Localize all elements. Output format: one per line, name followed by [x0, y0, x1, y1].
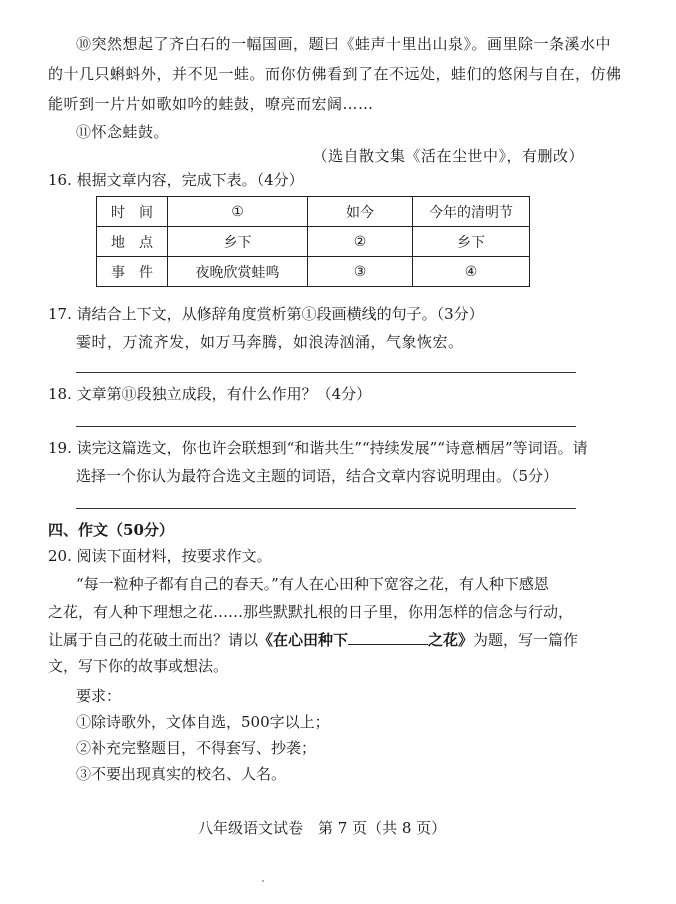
passage-source: （选自散文集《活在尘世中》，有删改） — [312, 147, 584, 165]
table-cell: 事 件 — [97, 257, 168, 287]
table-cell: 乡下 — [413, 227, 530, 257]
section4-heading: 四、作文（50分） — [48, 521, 174, 539]
passage-p10-line3: 能听到一片片如歌如吟的蛙鼓，嘹亮而宏阔…… — [48, 95, 374, 113]
q20-material-line3 — [48, 630, 578, 650]
table-cell: ③ — [308, 257, 413, 287]
passage-p10-line1: ⑩突然想起了齐白石的一幅国画，题曰《蛙声十里出山泉》。画里除一条溪水中 — [76, 35, 612, 53]
q20-requirement-2: ②补充完整题目，不得套写、抄袭； — [76, 739, 317, 757]
q18-answer-line[interactable] — [76, 426, 576, 427]
table-cell: 今年的清明节 — [413, 197, 530, 227]
essay-title-blank[interactable] — [348, 630, 428, 645]
q19-answer-line[interactable] — [76, 508, 576, 509]
table-row — [97, 227, 530, 257]
q20-requirements-heading: 要求： — [76, 687, 122, 705]
table-cell: 夜晚欣赏蛙鸣 — [168, 257, 308, 287]
q20-line3-pre: 让属于自己的花破土而出？请以 — [48, 631, 259, 649]
passage-p10-line2: 的十几只蝌蚪外，并不见一蛙。而你仿佛看到了在不远处，蛙们的悠闲与自在，仿佛 — [48, 65, 622, 83]
q16-prompt: 16. 根据文章内容，完成下表。（4分） — [48, 171, 304, 189]
essay-title-end: 之花》 — [428, 631, 474, 649]
q17-prompt: 17. 请结合上下文，从修辞角度赏析第①段画横线的句子。（3分） — [48, 305, 484, 323]
q20-material-line1: “每一粒种子都有自己的春天。”有人在心田种下宽容之花，有人种下感恩 — [76, 575, 549, 593]
q20-material-line2: 之花，有人种下理想之花……那些默默扎根的日子里，你用怎样的信念与行动， — [48, 603, 574, 621]
q20-requirement-1: ①除诗歌外，文体自选，500字以上； — [76, 713, 330, 731]
table-cell: ① — [168, 197, 308, 227]
table-cell: 地 点 — [97, 227, 168, 257]
essay-title-start: 《在心田种下 — [258, 631, 349, 649]
passage-p11: ⑪怀念蛙鼓。 — [76, 123, 170, 141]
q20-line3-post: 为题，写一篇作 — [473, 631, 579, 649]
q20-prompt: 20. 阅读下面材料，按要求作文。 — [48, 547, 272, 565]
scan-dot — [262, 880, 264, 882]
q17-quote: 霎时，万流齐发，如万马奔腾，如浪涛汹涌，气象恢宏。 — [76, 333, 464, 351]
q20-material-line4: 文，写下你的故事或想法。 — [48, 657, 229, 675]
table-row — [97, 197, 530, 227]
table-cell: ② — [308, 227, 413, 257]
q19-prompt-line1: 19. 读完这篇选文，你也许会联想到“和谐共生”“持续发展”“诗意栖居”等词语。请 — [48, 439, 588, 457]
table-cell: 乡下 — [168, 227, 308, 257]
q17-answer-line[interactable] — [76, 372, 576, 373]
table-cell: 时 间 — [97, 197, 168, 227]
table-row — [97, 257, 530, 287]
table-cell: ④ — [413, 257, 530, 287]
q19-prompt-line2: 选择一个你认为最符合选文主题的词语，结合文章内容说明理由。（5分） — [76, 467, 559, 485]
q20-requirement-3: ③不要出现真实的校名、人名。 — [76, 765, 287, 783]
table-cell: 如今 — [308, 197, 413, 227]
q16-table — [96, 196, 530, 287]
q18-prompt: 18. 文章第⑪段独立成段，有什么作用？（4分） — [48, 385, 372, 403]
page-footer: 八年级语文试卷 第 7 页（共 8 页） — [198, 819, 447, 837]
